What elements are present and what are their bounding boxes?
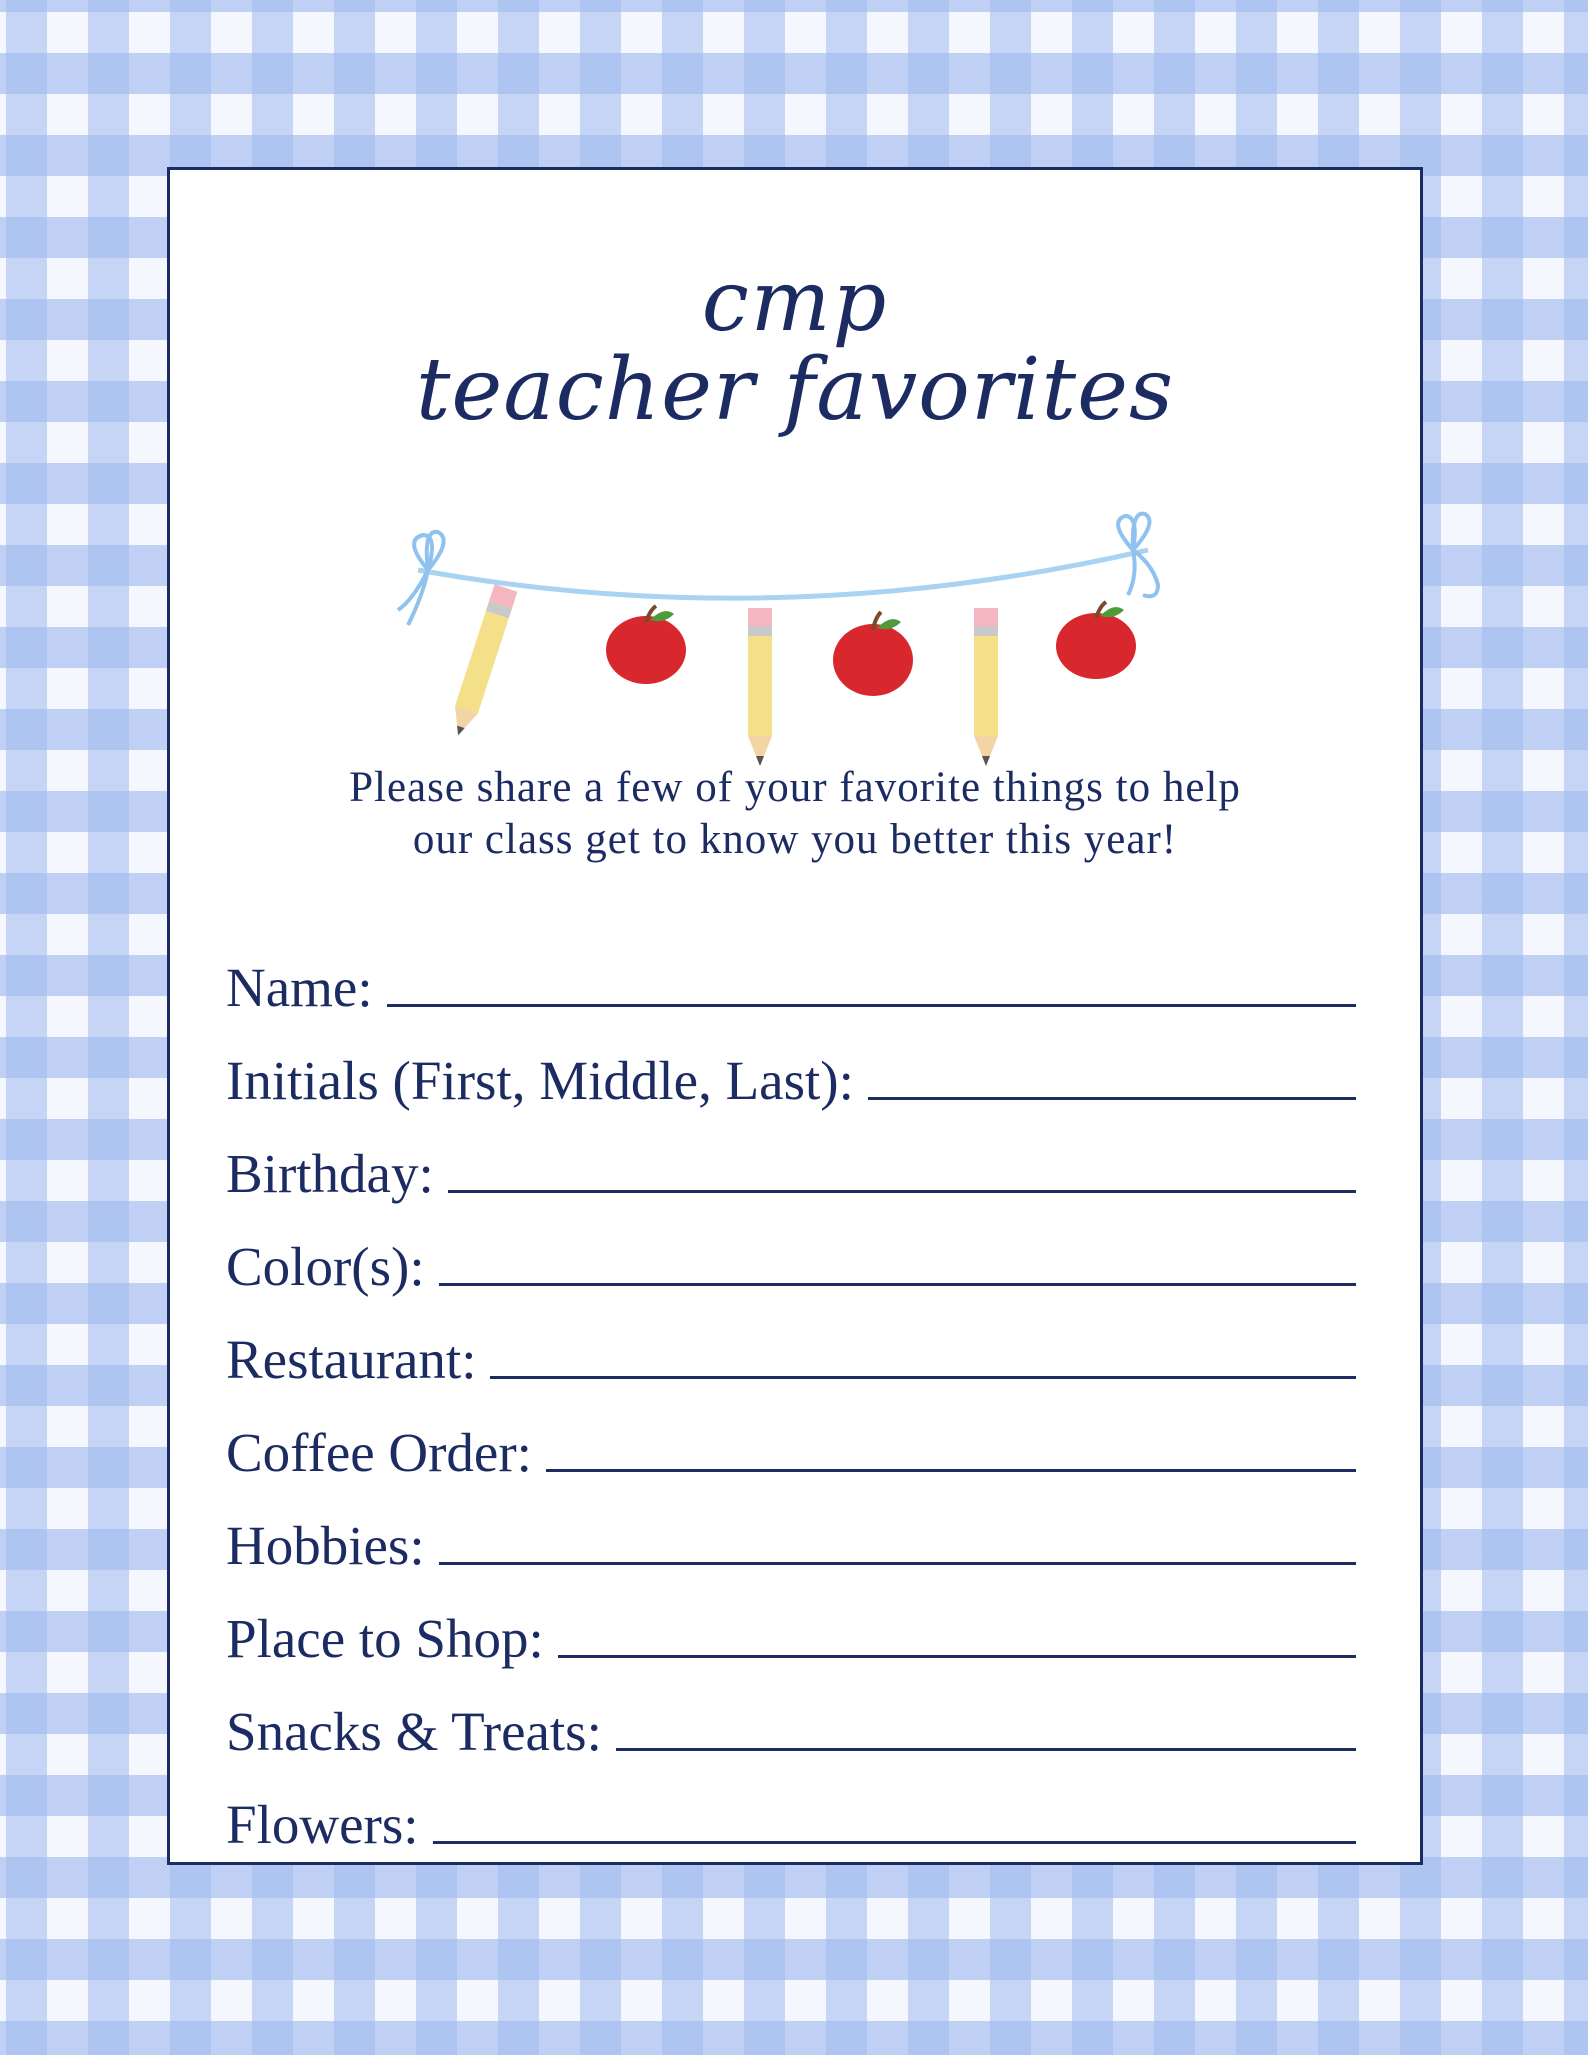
intro-line-2: our class get to know you better this year! (412, 816, 1178, 863)
pencil-icon (974, 608, 998, 766)
field-label: Birthday: (226, 1143, 434, 1204)
field-place-to-shop (226, 1577, 1356, 1670)
field-label: Hobbies: (226, 1515, 425, 1576)
field-blank[interactable] (616, 1748, 1356, 1751)
field-flowers (226, 1763, 1356, 1856)
pencil-icon (447, 584, 518, 739)
field-blank[interactable] (490, 1376, 1356, 1379)
pencil-icon (748, 608, 772, 766)
field-label: Snacks & Treats: (226, 1701, 602, 1762)
field-blank[interactable] (448, 1190, 1356, 1193)
intro-text (170, 762, 1420, 866)
apple-icon (606, 606, 686, 684)
form-card (167, 167, 1423, 1865)
page-title: teacher favorites (415, 340, 1175, 440)
field-colors (226, 1205, 1356, 1298)
field-snacks-treats (226, 1670, 1356, 1763)
field-blank[interactable] (387, 1004, 1356, 1007)
brand-title: cmp (701, 252, 889, 350)
field-blank[interactable] (433, 1841, 1357, 1844)
field-blank[interactable] (439, 1283, 1356, 1286)
favorites-fields (226, 926, 1356, 1856)
field-label: Restaurant: (226, 1329, 477, 1390)
apple-icon (833, 612, 913, 696)
field-blank[interactable] (546, 1469, 1356, 1472)
field-initials (226, 1019, 1356, 1112)
field-blank[interactable] (439, 1562, 1356, 1565)
field-restaurant (226, 1298, 1356, 1391)
field-label: Flowers: (226, 1794, 419, 1855)
bow-icon (398, 532, 444, 625)
field-blank[interactable] (868, 1097, 1356, 1100)
field-name (226, 926, 1356, 1019)
field-birthday (226, 1112, 1356, 1205)
field-label: Name: (226, 957, 373, 1018)
field-blank[interactable] (558, 1655, 1356, 1658)
ribbon-line (418, 550, 1148, 598)
field-coffee-order (226, 1391, 1356, 1484)
field-label: Coffee Order: (226, 1422, 532, 1483)
field-label: Place to Shop: (226, 1608, 544, 1669)
intro-line-1: Please share a few of your favorite things to help (349, 764, 1241, 811)
field-label: Initials (First, Middle, Last): (226, 1050, 854, 1111)
apple-icon (1056, 602, 1136, 679)
field-hobbies (226, 1484, 1356, 1577)
field-label: Color(s): (226, 1236, 425, 1297)
